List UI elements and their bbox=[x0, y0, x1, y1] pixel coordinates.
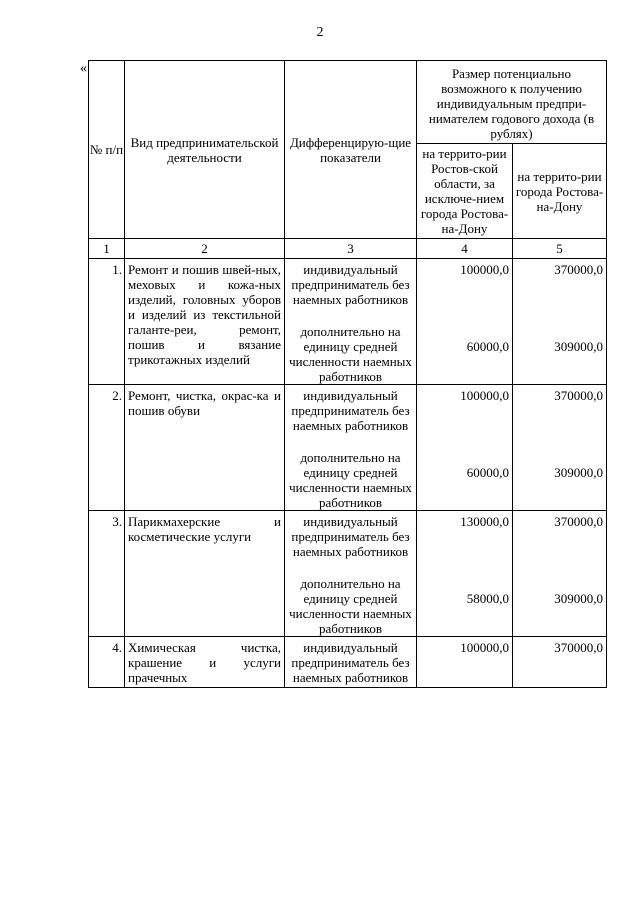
row-number: 1. bbox=[89, 259, 125, 385]
city-amount-additional: 309000,0 bbox=[554, 339, 603, 354]
row-number: 4. bbox=[89, 637, 125, 688]
indicator-per-employee: дополнительно на единицу средней численности наемных работников bbox=[289, 450, 412, 510]
row-number: 2. bbox=[89, 385, 125, 511]
indicator-without-employees: индивидуальный предприниматель без наемных работников bbox=[291, 640, 410, 685]
indicator-per-employee: дополнительно на единицу средней численности наемных работников bbox=[289, 324, 412, 384]
city-amount-cell bbox=[513, 385, 607, 511]
city-amount: 370000,0 bbox=[554, 514, 603, 529]
page-number: 2 bbox=[316, 25, 324, 40]
header-indicators: Дифференцирую-щие показатели bbox=[285, 61, 417, 239]
city-amount-additional: 309000,0 bbox=[554, 465, 603, 480]
indicator-cell bbox=[285, 511, 417, 637]
activity-type: Ремонт и пошив швей-ных, меховых и кожа-ных изделий, головных уборов и изделий из текстильной галанте-реи, ремонт, пошив и вязание трикотажных изделий bbox=[125, 259, 285, 385]
column-number: 5 bbox=[513, 239, 607, 259]
header-row bbox=[89, 61, 607, 144]
indicator-per-employee: дополнительно на единицу средней численности наемных работников bbox=[289, 576, 412, 636]
region-amount: 100000,0 bbox=[460, 262, 509, 277]
indicator-cell bbox=[285, 385, 417, 511]
indicator-without-employees: индивидуальный предприниматель без наемных работников bbox=[291, 262, 410, 307]
region-amount-additional: 60000,0 bbox=[466, 339, 509, 354]
indicator-without-employees: индивидуальный предприниматель без наемных работников bbox=[291, 388, 410, 433]
city-amount: 370000,0 bbox=[513, 637, 607, 688]
column-number: 3 bbox=[285, 239, 417, 259]
table-row bbox=[89, 637, 607, 688]
region-amount: 100000,0 bbox=[460, 388, 509, 403]
opening-quote-mark: « bbox=[80, 61, 87, 76]
city-amount: 370000,0 bbox=[554, 262, 603, 277]
row-number: 3. bbox=[89, 511, 125, 637]
table-row bbox=[89, 385, 607, 511]
indicator-without-employees: индивидуальный предприниматель без наемных работников bbox=[291, 514, 410, 559]
region-amount: 130000,0 bbox=[460, 514, 509, 529]
region-amount-additional: 58000,0 bbox=[466, 591, 509, 606]
activity-type: Ремонт, чистка, окрас-ка и пошив обуви bbox=[125, 385, 285, 511]
column-number: 1 bbox=[89, 239, 125, 259]
table-row bbox=[89, 511, 607, 637]
header-activity: Вид предпринимательской деятельности bbox=[125, 61, 285, 239]
region-amount-cell bbox=[417, 259, 513, 385]
activity-type: Парикмахерские и косметические услуги bbox=[125, 511, 285, 637]
header-income: Размер потенциально возможного к получению индивидуальным предпри-нимателем годового дохода (в рублях) bbox=[417, 61, 607, 144]
region-amount: 100000,0 bbox=[417, 637, 513, 688]
region-amount-cell bbox=[417, 385, 513, 511]
indicator-cell bbox=[285, 637, 417, 688]
column-numbers-row bbox=[89, 239, 607, 259]
header-region: на террито-рии Ростов-ской области, за исключе-нием города Ростова-на-Дону bbox=[417, 144, 513, 239]
column-number: 4 bbox=[417, 239, 513, 259]
city-amount: 370000,0 bbox=[554, 388, 603, 403]
region-amount-cell bbox=[417, 511, 513, 637]
city-amount-cell bbox=[513, 511, 607, 637]
column-number: 2 bbox=[125, 239, 285, 259]
indicator-cell bbox=[285, 259, 417, 385]
table-row bbox=[89, 259, 607, 385]
income-table bbox=[88, 60, 607, 688]
region-amount-additional: 60000,0 bbox=[466, 465, 509, 480]
header-number: № п/п bbox=[89, 61, 125, 239]
header-city: на террито-рии города Ростова-на-Дону bbox=[513, 144, 607, 239]
city-amount-cell bbox=[513, 259, 607, 385]
city-amount-additional: 309000,0 bbox=[554, 591, 603, 606]
activity-type: Химическая чистка, крашение и услуги прачечных bbox=[125, 637, 285, 688]
